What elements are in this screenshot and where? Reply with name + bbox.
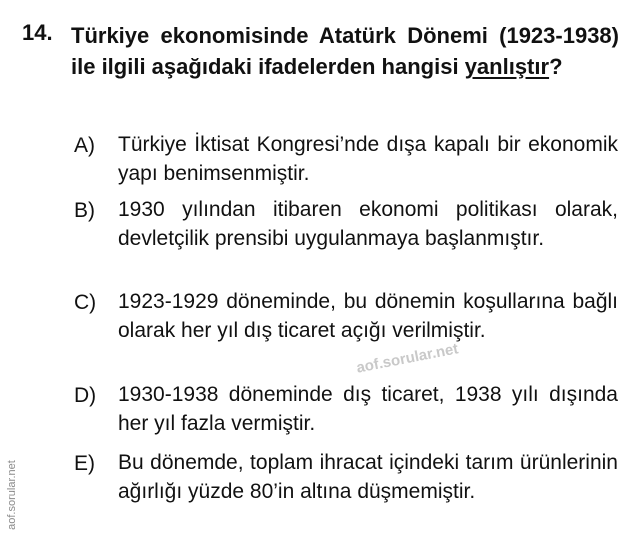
question-stem xyxy=(71,20,619,82)
option-d-letter[interactable]: D) xyxy=(74,384,97,407)
question-stem-end: ? xyxy=(549,54,563,79)
question-stem-emphasis: yanlıştır xyxy=(464,54,550,79)
side-watermark-text: aof.sorular.net xyxy=(6,460,18,530)
option-b-letter[interactable]: B) xyxy=(74,199,95,222)
question-number: 14. xyxy=(22,20,53,45)
option-c-letter[interactable]: C) xyxy=(74,291,97,314)
option-d-text[interactable]: 1930-1938 döneminde dış ticaret, 1938 yılı dışında her yıl fazla vermiştir. xyxy=(118,383,618,435)
question-stem-text: Türkiye ekonomisinde Atatürk Dönemi (1923-1938) ile ilgili aşağıdaki ifadelerden hangisi xyxy=(71,23,619,79)
option-a-text[interactable]: Türkiye İktisat Kongresi’nde dışa kapalı bir ekonomik yapı benimsenmiştir. xyxy=(118,133,618,185)
option-a-letter[interactable]: A) xyxy=(74,134,95,157)
option-c-text[interactable]: 1923-1929 döneminde, bu dönemin koşullarına bağlı olarak her yıl dış ticaret açığı verilmiştir. xyxy=(118,290,618,342)
side-watermark xyxy=(2,445,22,545)
option-e-text[interactable]: Bu dönemde, toplam ihracat içindeki tarım ürünlerinin ağırlığı yüzde 80’in altına düşmemiştir. xyxy=(118,451,618,503)
option-b-text[interactable]: 1930 yılından itibaren ekonomi politikası olarak, devletçilik prensibi uygulanmaya başlanmıştır. xyxy=(118,198,618,250)
option-e-letter[interactable]: E) xyxy=(74,452,95,475)
center-watermark: aof.sorular.net xyxy=(355,340,460,377)
